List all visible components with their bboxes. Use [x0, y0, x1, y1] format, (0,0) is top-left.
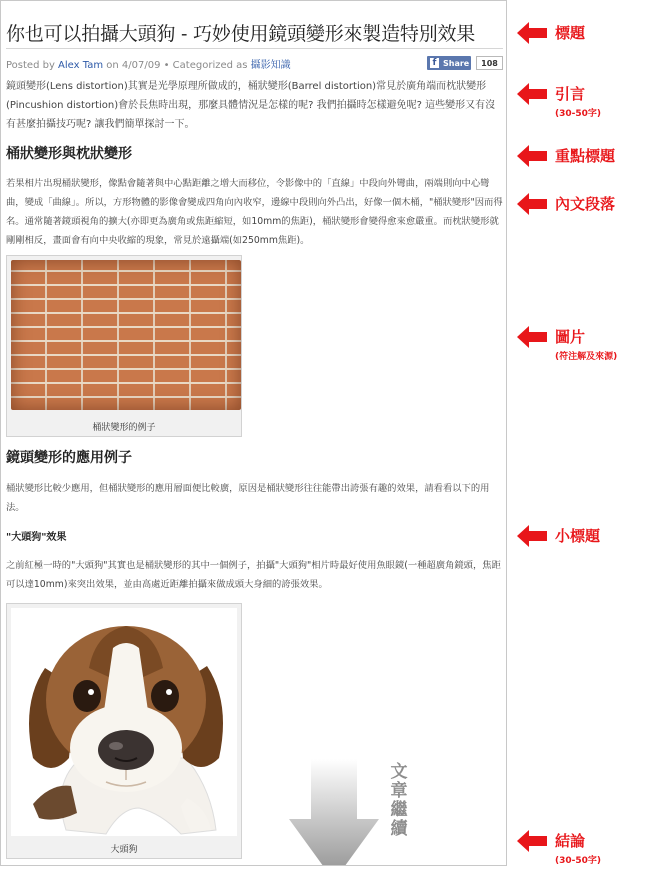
left-arrow-icon [517, 525, 547, 547]
continue-arrow-icon [289, 759, 379, 866]
left-arrow-icon [517, 145, 547, 167]
annotation-label: 結論 [555, 832, 586, 850]
annotation-label: 小標題 [555, 527, 601, 545]
body-paragraph: 桶狀變形比較少應用，但桶狀變形的應用層面便比較廣，原因是桶狀變形往往能帶出誇張有趣的效果，請看看以下的用法。 [6, 483, 490, 513]
annotation-label: 圖片 [555, 328, 586, 346]
share-count: 108 [476, 56, 503, 70]
annotation-label: 內文段落 [555, 195, 616, 213]
post-date: on 4/07/09 • Categorized as [103, 60, 251, 71]
annotation-sub: (30-50字) [555, 856, 602, 866]
annotation-label: 重點標題 [555, 147, 616, 165]
annotation-sub: (30-50字) [555, 109, 602, 119]
section-heading: 桶狀變形與枕狀變形 [6, 146, 132, 162]
left-arrow-icon [517, 326, 547, 348]
annotation-label: 標題 [555, 24, 586, 42]
body-paragraph: 若果相片出現桶狀變形，像點會隨著與中心點距離之增大而移位，令影像中的「直線」中段向外彎曲，兩端則向中心彎曲，變成「曲線」。所以，方形物體的影像會變成四角向內收窄，邊線中段則向外凸出，好像一個木桶，"桶狀變形"因而得名。通常隨著鏡頭視角的擴大(亦即更為廣角或焦距縮短，如10mm的焦距)，桶狀變形會變得愈來愈嚴重。而枕狀變形就剛剛相反，畫面會有向中央收縮的現象，常見於遠攝端(如250mm焦距)。 [6, 178, 503, 246]
annotation-label: 引言 [555, 85, 586, 103]
puppy-image [11, 608, 237, 836]
figure-big-head-dog [6, 603, 242, 859]
body-paragraph: 之前紅極一時的"大頭狗"其實也是桶狀變形的其中一個例子，拍攝"大頭狗"相片時最好使用魚眼鏡(一種超廣角鏡頭，焦距可以達10mm)來突出效果，並由高處近距離拍攝來做成頭大身細的誇張效果。 [6, 560, 501, 590]
category-link[interactable]: 攝影知識 [250, 60, 291, 71]
title-divider [6, 48, 503, 49]
sub-heading: "大頭狗"效果 [6, 532, 67, 543]
left-arrow-icon [517, 83, 547, 105]
figure-caption: 大頭狗 [110, 845, 138, 855]
share-label: Share [443, 58, 470, 68]
posted-by-label: Posted by [6, 60, 59, 71]
left-arrow-icon [517, 830, 547, 852]
annotation-sub: (符注解及來源) [555, 352, 618, 362]
facebook-icon: f [430, 58, 439, 68]
article-title[interactable]: 你也可以拍攝大頭狗 - 巧妙使用鏡頭變形來製造特別效果 [6, 23, 476, 45]
figure-barrel-distortion [6, 255, 242, 437]
left-arrow-icon [517, 193, 547, 215]
left-arrow-icon [517, 22, 547, 44]
facebook-share-button[interactable] [427, 56, 471, 70]
continue-reading-text: 文章繼續 [390, 762, 408, 839]
post-meta [6, 56, 291, 71]
figure-caption: 桶狀變形的例子 [92, 423, 156, 433]
intro-paragraph: 鏡頭變形(Lens distortion)其實是光學原理所做成的，桶狀變形(Barrel distortion)常見於廣角端而枕狀變形(Pincushion distortion)會於長焦時出現，那麼具體情況是怎樣的呢? 我們拍攝時怎樣避免呢? 這些變形又有沒有甚麼拍攝技巧呢? 讓我們簡單探討一下。 [6, 81, 496, 130]
author-link[interactable]: Alex Tam [58, 60, 104, 71]
section-heading: 鏡頭變形的應用例子 [6, 450, 132, 466]
brick-wall-image [11, 260, 241, 410]
